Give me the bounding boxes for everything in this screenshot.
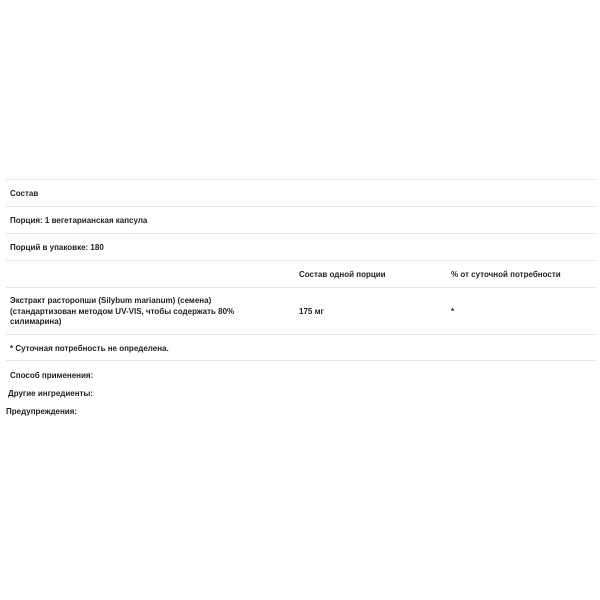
ingredient-row	[6, 287, 596, 334]
usage-heading: Способ применения:	[10, 371, 94, 380]
servings-per-container: Порций в упаковке: 180	[10, 243, 104, 252]
serving-size-row	[6, 206, 596, 233]
serving-size: Порция: 1 вегетарианская капсула	[10, 216, 148, 225]
warnings-heading: Предупреждения:	[6, 407, 78, 416]
other-ingredients-heading: Другие ингредиенты:	[8, 389, 93, 398]
column-header-amount: Состав одной порции	[299, 270, 386, 279]
column-header-daily-value: % от суточной потребности	[451, 270, 561, 279]
servings-per-container-row	[6, 233, 596, 260]
footnote-row	[6, 334, 596, 361]
ingredient-name: Экстракт расторопши (Silybum marianum) (семена) (стандартизован методом UV-VIS, чтобы содержать 80% силимарина)	[10, 296, 235, 326]
facts-title: Состав	[10, 189, 39, 198]
columns-header-row	[6, 260, 596, 287]
ingredient-amount: 175 мг	[299, 307, 324, 316]
supplement-facts-table	[6, 179, 596, 361]
daily-value-footnote: * Суточная потребность не определена.	[10, 344, 169, 353]
ingredient-daily-value: *	[451, 307, 455, 316]
facts-title-row	[6, 179, 596, 206]
